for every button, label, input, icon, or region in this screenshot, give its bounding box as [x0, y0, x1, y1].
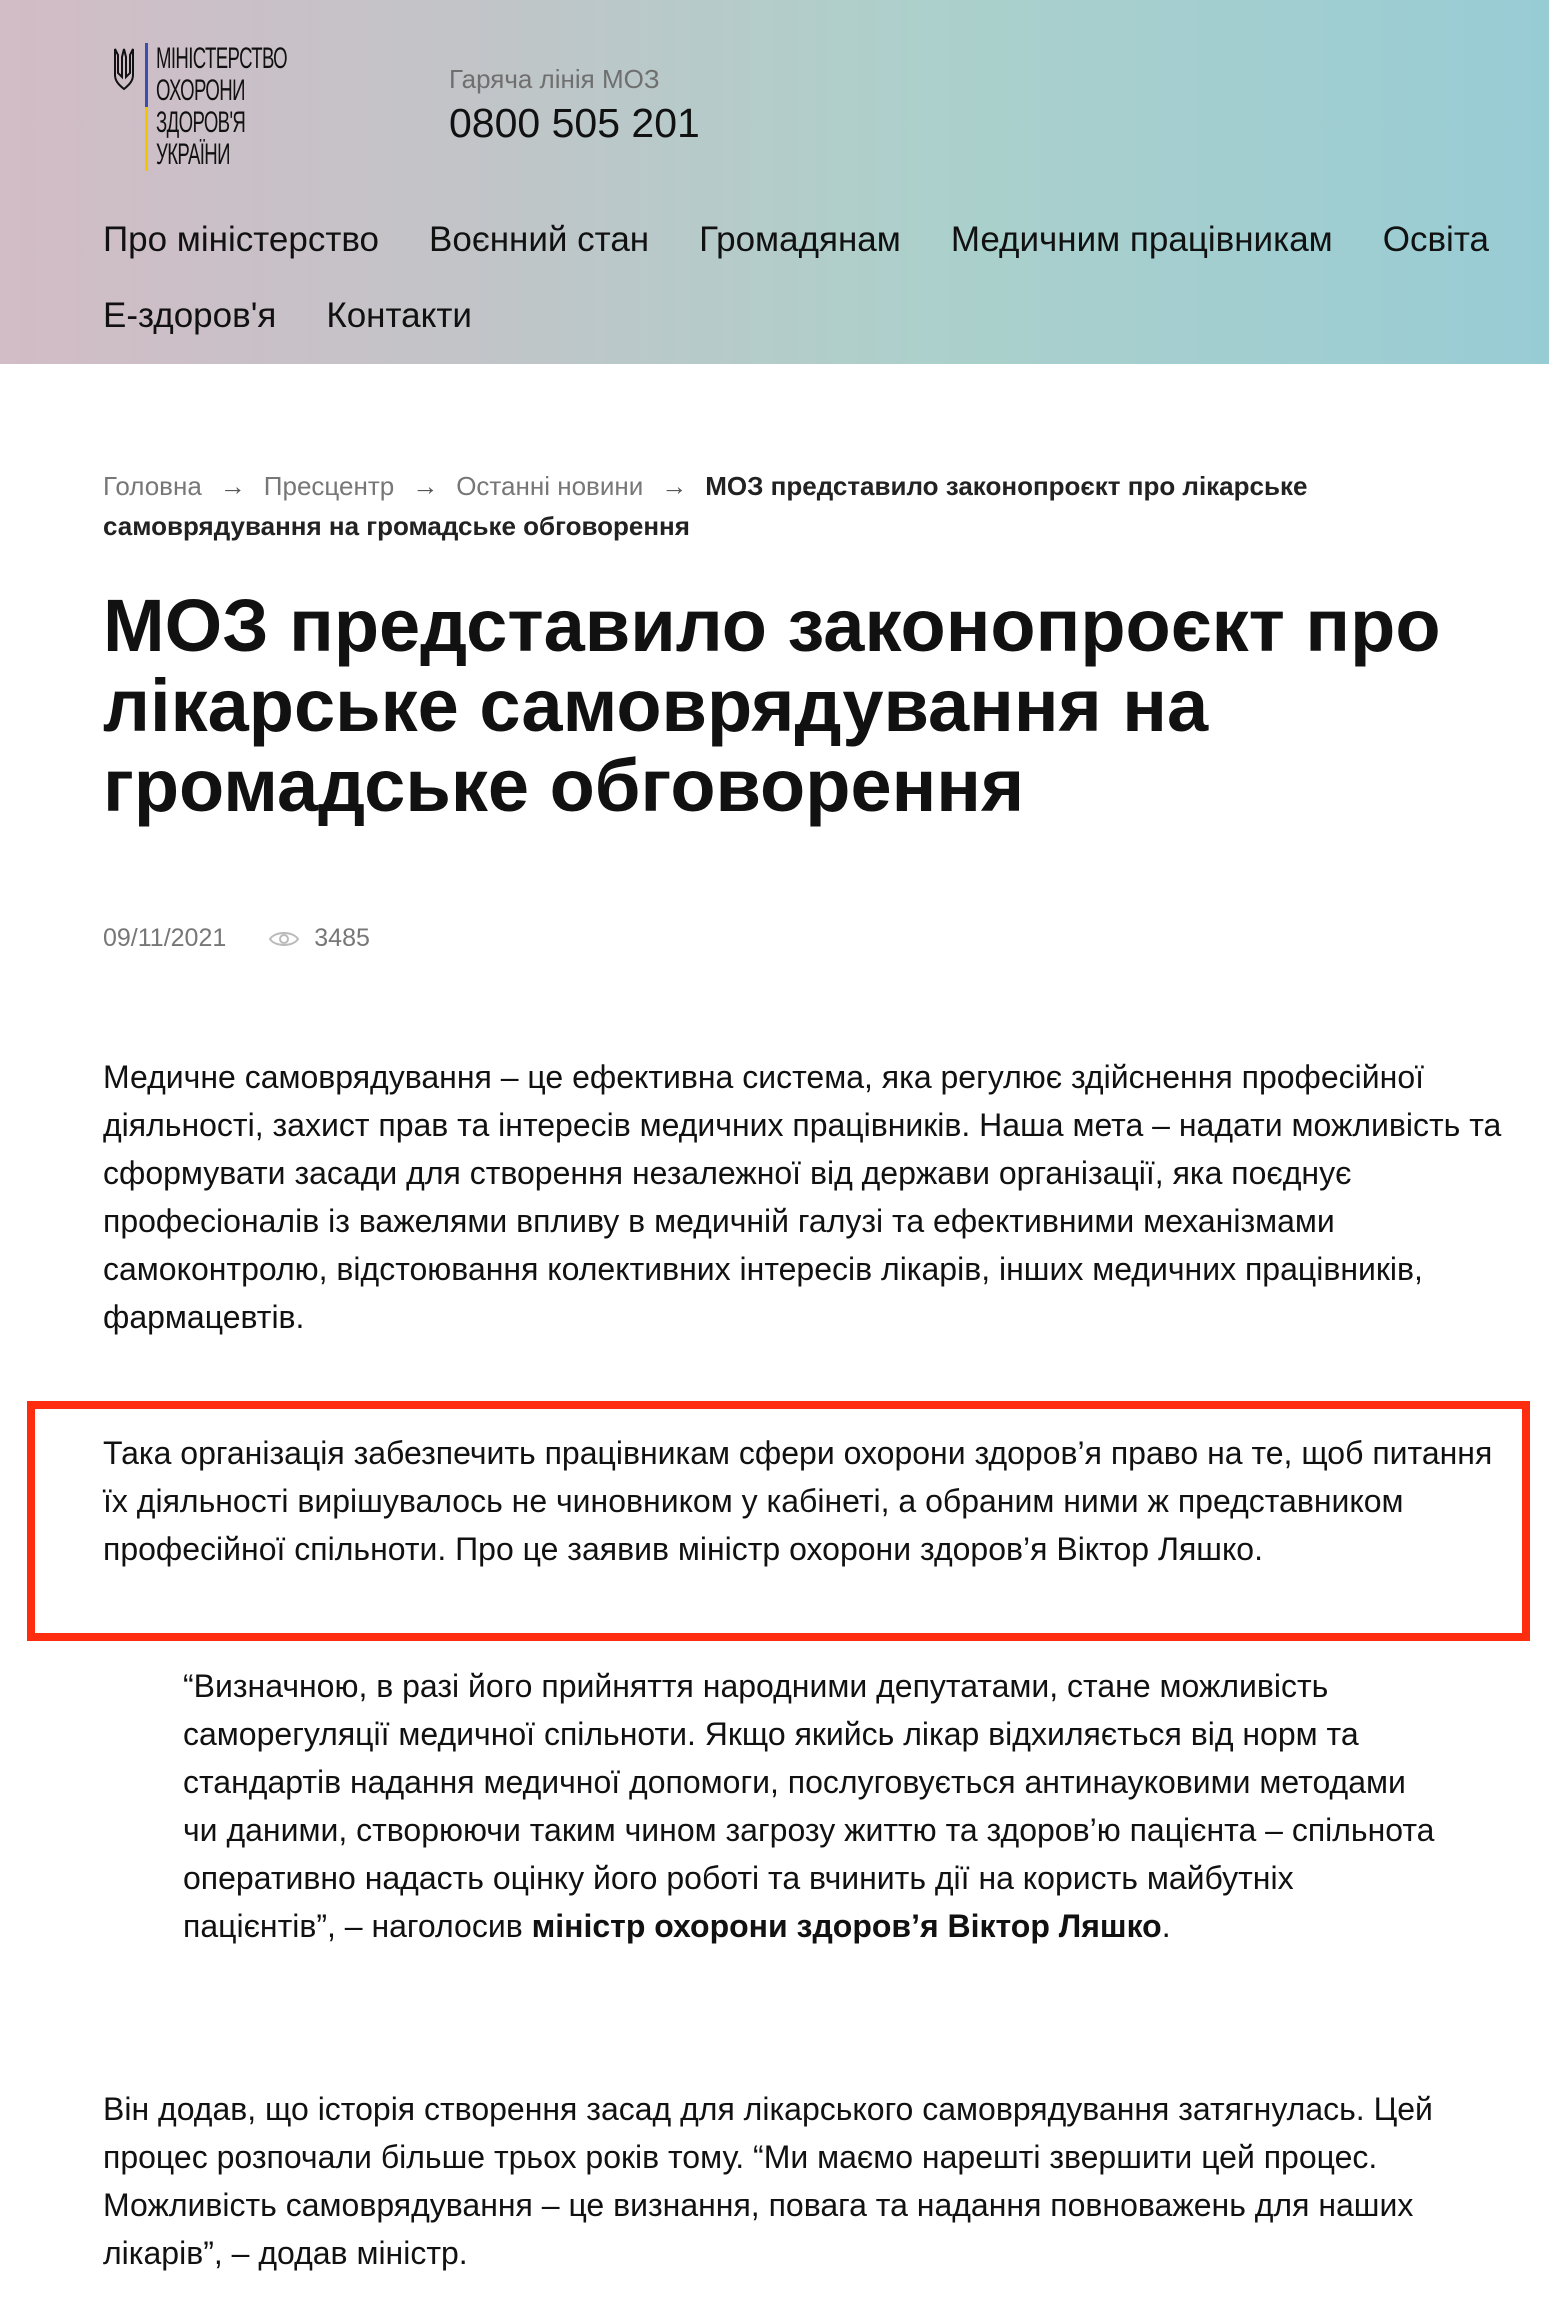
main-nav-row2 — [103, 296, 472, 336]
ministry-logo[interactable] — [113, 43, 367, 171]
nav-item[interactable]: Контакти — [326, 296, 472, 335]
quote-author: міністр охорони здоров’я Віктор Ляшко — [531, 1908, 1162, 1944]
main-nav — [103, 220, 1489, 260]
site-header — [0, 0, 1549, 364]
breadcrumb — [103, 466, 1503, 546]
article-paragraph: Він додав, що історія створення засад для лікарського самоврядування затягнулась. Цей процес розпочали більше трьох років тому. “Ми маємо нарешті звершити цей процес. Можливість самоврядування – це визнання, повага та надання повноважень для наших лікарів”, – додав міністр. — [103, 2091, 1433, 2271]
publish-date: 09/11/2021 — [103, 924, 227, 952]
quote-end: . — [1161, 1908, 1171, 1944]
arrow-right-icon: → — [219, 471, 246, 501]
article-paragraph-highlighted: Така організація забезпечить працівникам сфери охорони здоров’я право на те, щоб питання їх діяльності вирішувалось не чиновником у кабінеті, а обраним ними ж представником професійної спільноти. Про це заявив міністр охорони здоров’я Віктор Ляшко. — [103, 1435, 1493, 1567]
hotline-phone[interactable]: 0800 505 201 — [449, 100, 700, 146]
breadcrumb-link[interactable]: Останні новини — [456, 471, 644, 501]
nav-item[interactable]: Воєнний стан — [429, 220, 650, 259]
arrow-right-icon: → — [412, 471, 439, 501]
article-quote — [183, 1662, 1443, 1950]
nav-item[interactable]: Громадянам — [699, 220, 901, 259]
arrow-right-icon: → — [661, 471, 688, 501]
article-paragraph: Медичне самоврядування – це ефективна система, яка регулює здійснення професійної діяльності, захист прав та інтересів медичних працівників. Наша мета – надати можливість та сформувати засади для створення незалежної від держави організації, яка поєднує професіоналів із важелями впливу в медичній галузі та ефективними механізмами самоконтролю, відстоювання колективних інтересів лікарів, інших медичних працівників, фармацевтів. — [103, 1059, 1502, 1335]
view-count: 3485 — [314, 924, 370, 952]
nav-item[interactable]: Освіта — [1382, 220, 1489, 259]
logo-line: МІНІСТЕРСТВО — [156, 42, 288, 75]
logo-line: ЗДОРОВ'Я — [156, 106, 246, 139]
page-title: МОЗ представило законопроєкт про лікарське самоврядування на громадське обговорення — [103, 584, 1441, 827]
nav-item[interactable]: Про міністерство — [103, 220, 380, 259]
breadcrumb-link[interactable]: Пресцентр — [263, 471, 395, 501]
trident-icon — [113, 45, 135, 93]
quote-text: “Визначною, в разі його прийняття народними депутатами, стане можливість саморегуляції медичної спільноти. Якщо якийсь лікар відхиляється від норм та стандартів надання медичної допомоги, послуговується антинауковими методами чи даними, створюючи таким чином загрозу життю та здоров’ю пацієнта – спільнота оперативно надасть оцінку його роботі та вчинить дії на користь майбутніх пацієнтів”, – наголосив — [183, 1668, 1435, 1944]
article-meta — [103, 924, 370, 953]
nav-item[interactable]: Медичним працівникам — [950, 220, 1333, 259]
eye-icon — [268, 928, 300, 950]
hotline-label: Гаряча лінія МОЗ — [449, 64, 660, 94]
nav-item[interactable]: Е-здоров'я — [103, 296, 277, 335]
logo-line: УКРАЇНИ — [156, 138, 230, 171]
logo-line: ОХОРОНИ — [156, 74, 245, 107]
breadcrumb-current: МОЗ представило законопроєкт про лікарське самоврядування на громадське обговорення — [103, 471, 1308, 541]
logo-flag-bar — [145, 43, 148, 171]
breadcrumb-link[interactable]: Головна — [103, 471, 202, 501]
